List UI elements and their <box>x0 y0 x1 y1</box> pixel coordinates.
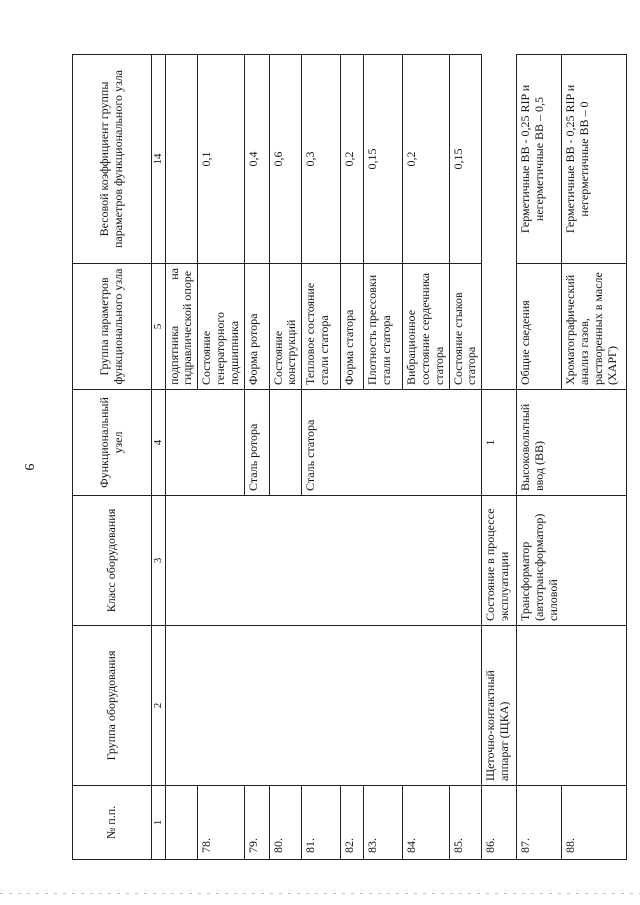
cell-num: 86. <box>482 786 517 860</box>
cell-num: 87. <box>517 786 562 860</box>
cell-num: 88. <box>562 786 627 860</box>
cell-weight <box>165 55 198 264</box>
cell-node <box>165 390 244 496</box>
table-row <box>482 55 517 860</box>
header-functional-node: Функциональный узел <box>73 390 152 496</box>
table-row <box>517 55 562 860</box>
header-weight: Весовой коэффициент группы параметров функционального узла <box>73 55 152 264</box>
cell-param: Форма ротора <box>244 264 269 390</box>
cell-weight: Герметичные ВВ - 0,25 RIP и негерметичные ВВ – 0 <box>562 55 627 264</box>
header-equipment-class: Класс оборудования <box>73 496 152 626</box>
cell-num: 84. <box>403 786 449 860</box>
cell-node: Высоковольтный ввод (ВВ) <box>517 390 627 496</box>
cell-weight: 0,1 <box>198 55 244 264</box>
cell-num: 82. <box>341 786 364 860</box>
colnum-4: 4 <box>152 390 166 496</box>
param-line: гидравлической опоре <box>180 270 195 385</box>
rotated-table-container <box>72 55 619 860</box>
cell-equipment-class <box>165 496 482 626</box>
cell-weight: Герметичные ВВ - 0,25 RIP и негерметичные ВВ – 0,5 <box>517 55 562 264</box>
cell-weight: 1 <box>482 390 517 496</box>
cell-weight: 0,15 <box>364 55 403 264</box>
cell-weight: 0,2 <box>403 55 449 264</box>
header-num: № п.п. <box>73 786 152 860</box>
cell-weight: 0,2 <box>341 55 364 264</box>
colnum-1: 1 <box>152 786 166 860</box>
cell-param: Форма статора <box>341 264 364 390</box>
param-line <box>168 268 182 385</box>
cell-equipment-class: Трансформатор (автотрансформатор) силовой <box>517 496 627 626</box>
header-equipment-group: Группа оборудования <box>73 626 152 786</box>
cell-node: Сталь статора <box>302 390 482 496</box>
param-word: подпятника <box>166 325 181 385</box>
cell-param: Вибрационное состояние сердечника статора <box>403 264 449 390</box>
colnum-3: 3 <box>152 496 166 626</box>
cell-weight: 0,3 <box>302 55 341 264</box>
cell-node: Щеточно-контактный аппарат (ЩКА) <box>482 626 517 786</box>
cell-param: Состояние в процессе эксплуатации <box>482 496 517 626</box>
cell-weight: 0,15 <box>449 55 482 264</box>
colnum-6: 14 <box>152 55 166 264</box>
cell-num: 78. <box>198 786 244 860</box>
parameters-table <box>72 54 627 860</box>
column-number-row <box>152 55 166 860</box>
cell-param: Хроматографический анализ газов, растворенных в масле (ХАРГ) <box>562 264 627 390</box>
cell-num: 80. <box>269 786 302 860</box>
header-row <box>73 55 152 860</box>
cell-num: 85. <box>449 786 482 860</box>
page-number: 9 <box>21 463 36 471</box>
cell-node <box>269 390 302 496</box>
cell-param: Общие сведения <box>517 264 562 390</box>
cell-param: Состояние стыков статора <box>449 264 482 390</box>
cell-param: Тепловое состояние стали статора <box>302 264 341 390</box>
cell-equipment-group <box>165 626 482 786</box>
cell-weight: 0,6 <box>269 55 302 264</box>
param-word: на <box>166 268 181 280</box>
cell-param: Плотность прессовки стали статора <box>364 264 403 390</box>
table-row-continued <box>165 55 198 860</box>
cell-num: 81. <box>302 786 341 860</box>
colnum-5: 5 <box>152 264 166 390</box>
cell-num: 79. <box>244 786 269 860</box>
scan-edge-noise <box>0 893 640 894</box>
cell-param <box>165 264 198 390</box>
cell-param: Состояние генераторного подшипника <box>198 264 244 390</box>
cell-node: Сталь ротора <box>244 390 269 496</box>
cell-num <box>165 786 198 860</box>
header-param-group: Группа параметров функционального узла <box>73 264 152 390</box>
cell-num: 83. <box>364 786 403 860</box>
colnum-2: 2 <box>152 626 166 786</box>
cell-equipment-group <box>517 626 627 786</box>
cell-weight: 0,4 <box>244 55 269 264</box>
cell-param: Состояние конструкций <box>269 264 302 390</box>
